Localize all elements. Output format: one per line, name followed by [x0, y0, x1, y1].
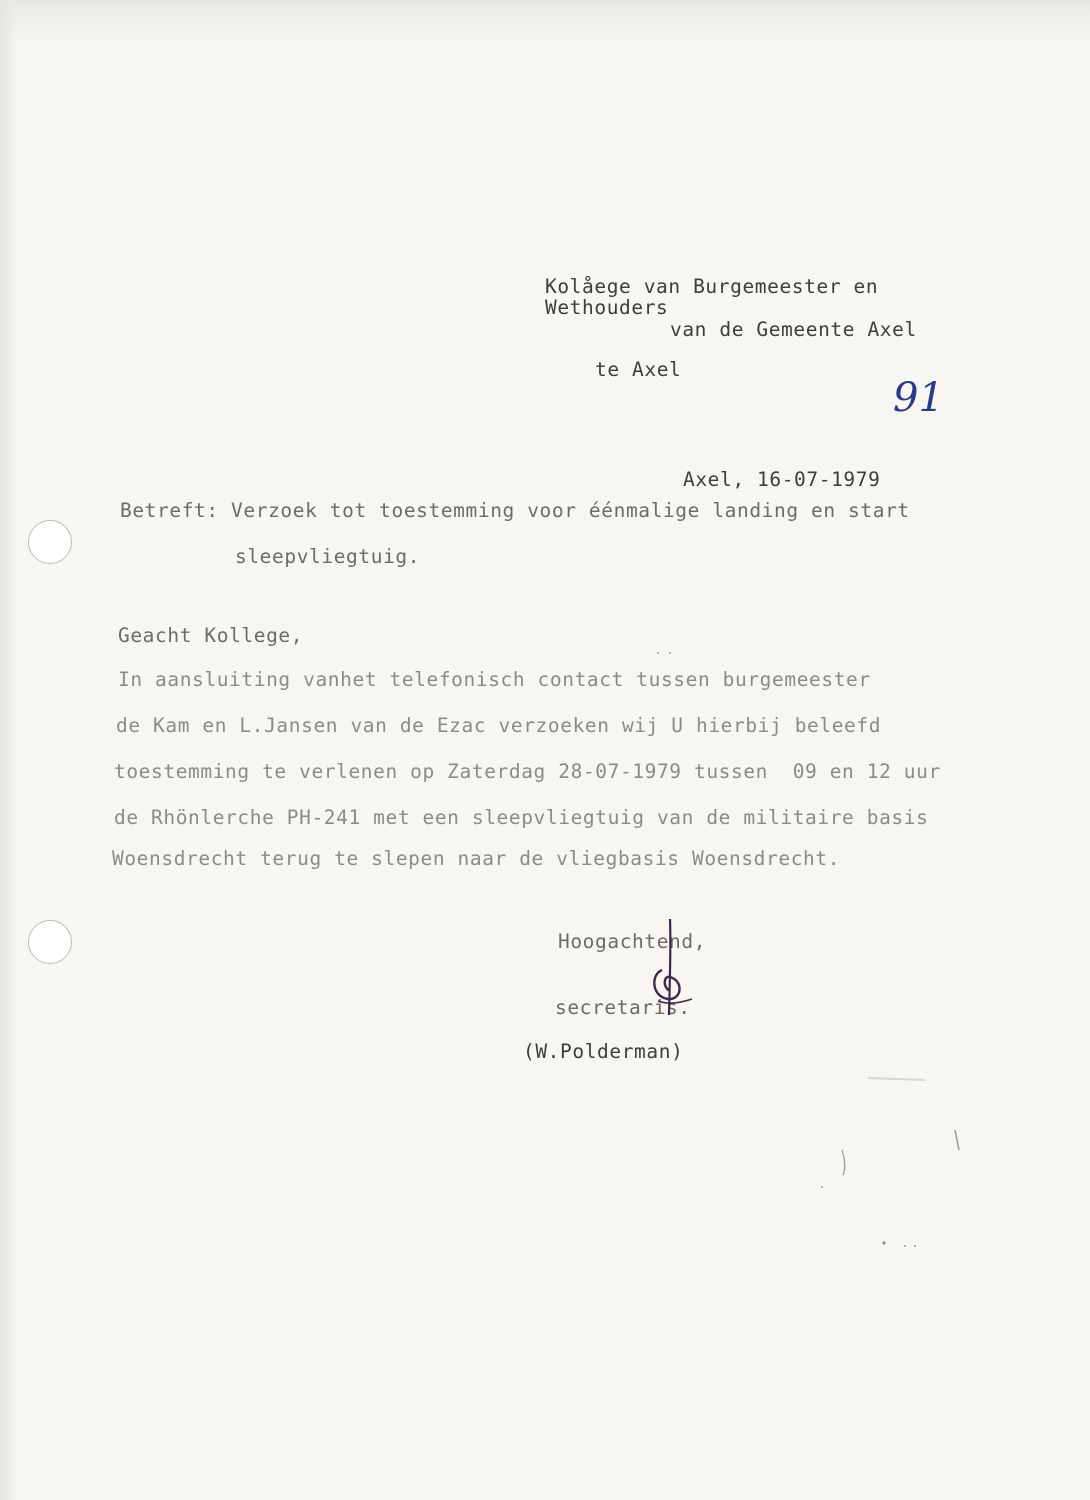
paper-top-edge — [0, 0, 1090, 40]
subject-line-1: Betreft: Verzoek tot toestemming voor éénmalige landing en start — [120, 499, 910, 522]
closing-role: secretaris. — [555, 996, 691, 1019]
addressee-line-3: van de Gemeente Axel — [670, 318, 917, 341]
punch-hole-bottom — [28, 920, 72, 964]
body-line-5: Woensdrecht terug te slepen naar de vliegbasis Woensdrecht. — [112, 847, 841, 870]
body-line-3: toestemming te verlenen op Zaterdag 28-07-1979 tussen 09 en 12 uur — [114, 760, 941, 783]
signature-mark — [640, 915, 720, 1025]
addressee-line-2: Wethouders — [545, 296, 669, 319]
closing-name: (W.Polderman) — [523, 1040, 684, 1063]
place-date: Axel, 16-07-1979 — [683, 468, 881, 491]
body-line-2: de Kam en L.Jansen van de Ezac verzoeken wij U hierbij beleefd — [116, 714, 882, 737]
addressee-line-4: te Axel — [595, 358, 682, 381]
paper-left-edge — [0, 0, 18, 1500]
addressee-line-1: Kolåege van Burgemeester en — [545, 275, 879, 298]
body-line-4: de Rhönlerche PH-241 met een sleepvliegtuig van de militaire basis — [114, 806, 929, 829]
handwritten-number: 91 — [893, 375, 944, 421]
subject-line-2: sleepvliegtuig. — [235, 545, 421, 568]
punch-hole-top — [28, 520, 72, 564]
salutation: Geacht Kollege, — [118, 624, 304, 647]
closing-greeting: Hoogachtend, — [558, 930, 707, 953]
body-line-1: In aansluiting vanhet telefonisch contact tussen burgemeester — [118, 668, 871, 691]
